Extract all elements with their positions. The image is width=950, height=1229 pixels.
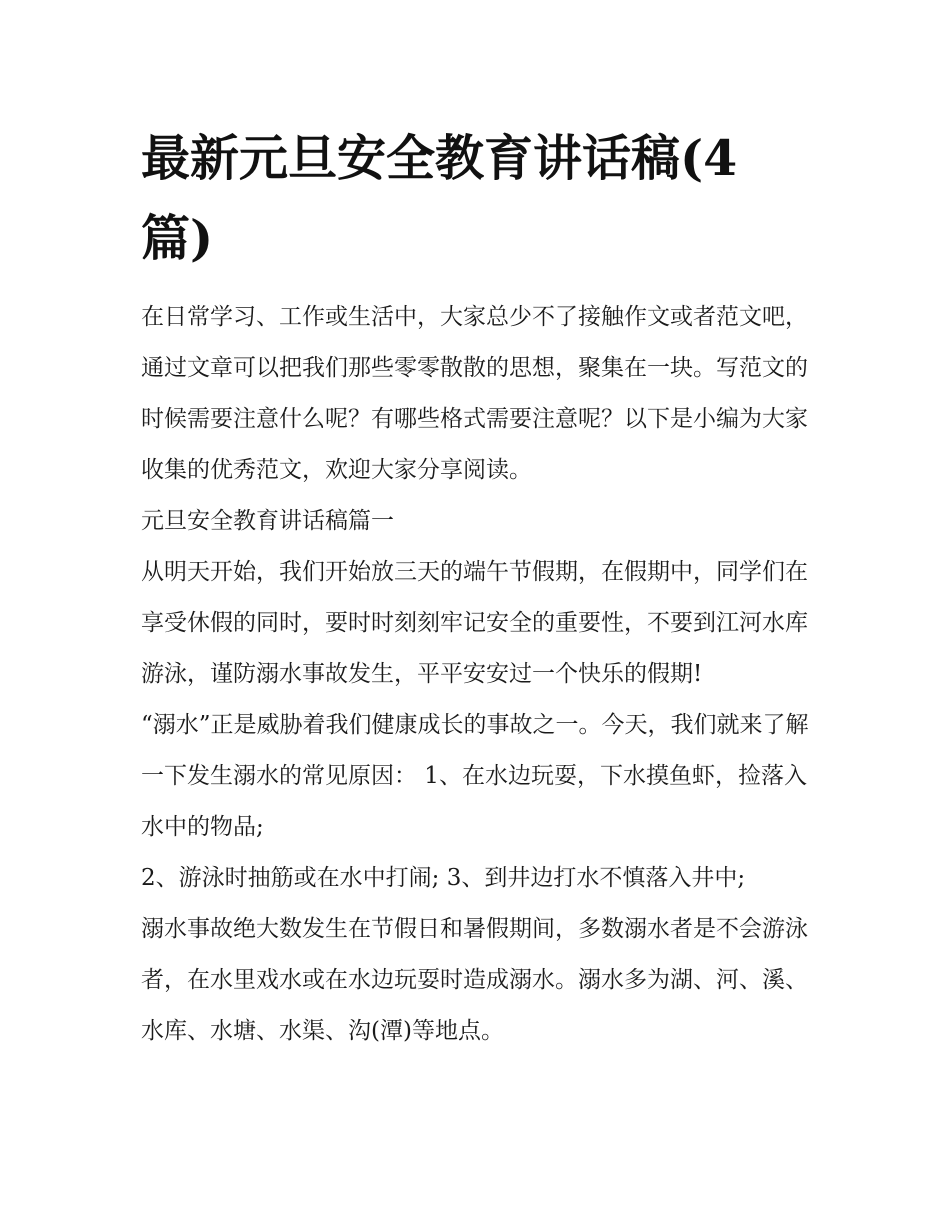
document-page <box>141 118 813 1057</box>
document-body <box>141 292 813 1057</box>
document-title: 最新元旦安全教育讲话稿(4篇) <box>141 129 738 267</box>
body-paragraph: “溺水”正是威胁着我们健康成长的事故之一。今天，我们就来了解一下发生溺水的常见原因： 1、在水边玩耍，下水摸鱼虾，捡落入水中的物品; <box>141 712 809 840</box>
body-paragraph: 从明天开始，我们开始放三天的端午节假期，在假期中，同学们在享受休假的同时，要时时刻刻牢记安全的重要性，不要到江河水库游泳，谨防溺水事故发生，平平安安过一个快乐的假期! <box>141 559 808 687</box>
intro-paragraph: 在日常学习、工作或生活中，大家总少不了接触作文或者范文吧，通过文章可以把我们那些零零散散的思想，聚集在一块。写范文的时候需要注意什么呢？有哪些格式需要注意呢？以下是小编为大家收集的优秀范文，欢迎大家分享阅读。 <box>141 304 808 483</box>
section-heading: 元旦安全教育讲话稿篇一 <box>141 508 394 534</box>
body-paragraph: 溺水事故绝大数发生在节假日和暑假期间，多数溺水者是不会游泳者，在水里戏水或在水边玩耍时造成溺水。溺水多为湖、河、溪、水库、水塘、水渠、沟(潭)等地点。 <box>141 916 808 1044</box>
body-paragraph: 2、游泳时抽筋或在水中打闹; 3、到井边打水不慎落入井中; <box>141 865 746 891</box>
